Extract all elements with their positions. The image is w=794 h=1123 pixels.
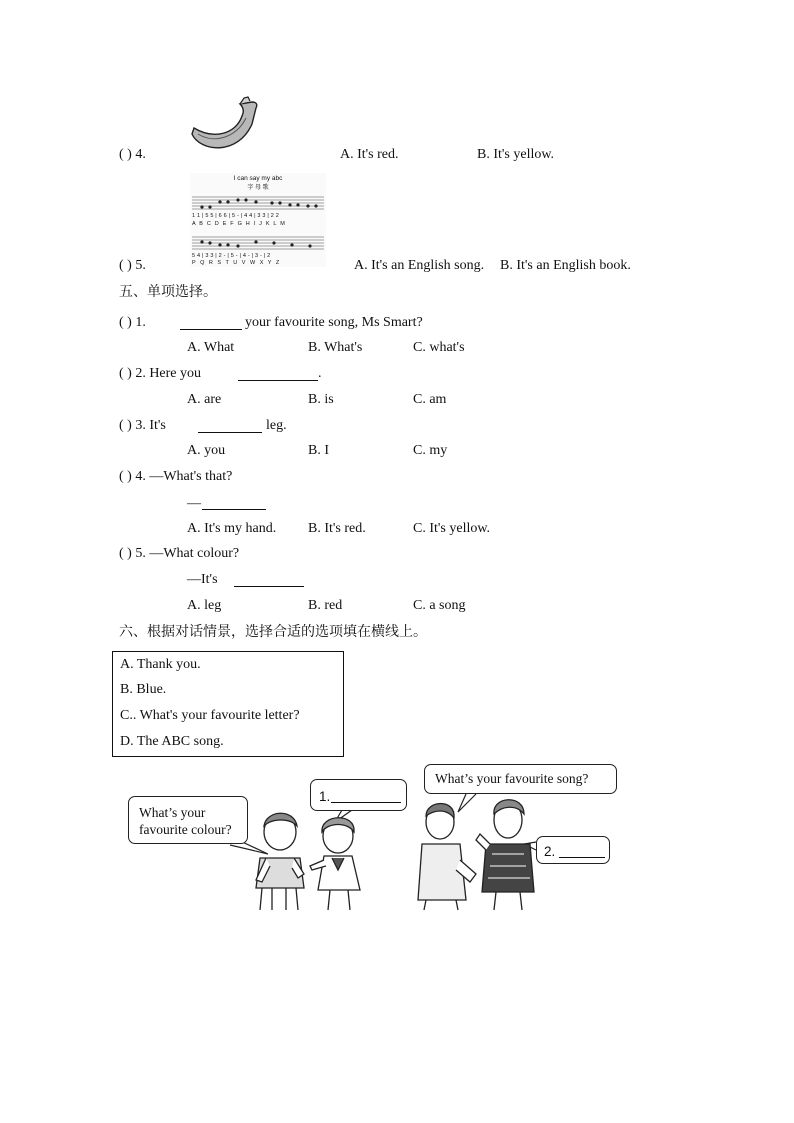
p5-q2-option-c: C. am	[413, 392, 447, 407]
p5-q1-option-b: B. What's	[308, 340, 363, 355]
p5-q4-option-b: B. It's red.	[308, 521, 366, 536]
p5-q5-option-b: B. red	[308, 598, 343, 613]
option-b: B. Blue.	[120, 682, 167, 697]
p5-q4-dash: —	[187, 496, 201, 511]
part5-heading: 五、单项选择。	[119, 284, 217, 300]
bubble-answer-2-label: 2.	[544, 844, 556, 859]
bubble-song-question	[424, 764, 617, 794]
p5-q1-option-c: C. what's	[413, 340, 465, 355]
answer-2-blank[interactable]	[559, 845, 605, 858]
abc-song-score-image	[190, 173, 326, 267]
p5-q3-option-a: A. you	[187, 443, 226, 458]
p5-q2-option-b: B. is	[308, 392, 334, 407]
p5-q5-option-a: A. leg	[187, 598, 222, 613]
p5-q1-option-a: A. What	[187, 340, 235, 355]
p5-q5-stem: ( ) 5. —What colour?	[119, 546, 240, 561]
p5-q3-option-b: B. I	[308, 443, 329, 458]
bubble-colour-line1: What’s your	[139, 805, 206, 820]
part6-heading: 六、根据对话情景，选择合适的选项填在横线上。	[119, 624, 427, 640]
p5-q3-stem-start: ( ) 3. It's	[119, 418, 166, 433]
bubble-answer-1	[310, 779, 407, 811]
q5-option-b: B. It's an English book.	[500, 258, 631, 273]
score-row1-notes: 1 1 | 5 5 | 6 6 | 5 - | 4 4 | 3 3 | 2 2	[192, 213, 280, 219]
score-subtitle: 字 母 歌	[247, 185, 269, 191]
q4-option-b: B. It's yellow.	[477, 147, 555, 162]
p5-q4-option-c: C. It's yellow.	[413, 521, 491, 536]
options-box	[112, 651, 344, 757]
p5-q5-option-c: C. a song	[413, 598, 466, 613]
answer-1-blank[interactable]	[331, 790, 401, 803]
p5-q2-stem-start: ( ) 2. Here you	[119, 366, 202, 381]
p5-q4-option-a: A. It's my hand.	[187, 521, 277, 536]
p5-q5-blank[interactable]	[234, 574, 304, 587]
option-c: C.. What's your favourite letter?	[120, 708, 300, 723]
bubble-answer-2	[536, 836, 610, 864]
p5-q4-stem: ( ) 4. —What's that?	[119, 469, 233, 484]
p5-q2-option-a: A. are	[187, 392, 222, 407]
option-d: D. The ABC song.	[120, 734, 224, 749]
score-row1-letters: A B C D E F G H I J K L M	[192, 221, 286, 227]
score-row2-notes: 5 4 | 3 3 | 2 - | 5 - | 4 - | 3 - | 2	[192, 253, 271, 259]
p5-q1-stem-start: ( ) 1.	[119, 315, 146, 330]
p5-q3-stem-end: leg.	[266, 418, 287, 433]
bubble-song-text: What’s your favourite song?	[435, 771, 589, 786]
score-row2-letters: P Q R S T U V W X Y Z	[192, 260, 281, 266]
bubble-answer-1-label: 1.	[319, 789, 331, 804]
q5-number: ( ) 5.	[119, 258, 146, 273]
bubble-colour-line2: favourite colour?	[139, 822, 232, 837]
p5-q2-stem-end: .	[318, 366, 322, 381]
q4-option-a: A. It's red.	[340, 147, 399, 162]
q4-number: ( ) 4.	[119, 147, 146, 162]
p5-q1-blank[interactable]	[180, 317, 242, 330]
p5-q3-option-c: C. my	[413, 443, 448, 458]
score-title: I can say my abc	[233, 175, 283, 182]
p5-q5-its: —It's	[187, 572, 218, 587]
option-a: A. Thank you.	[120, 657, 201, 672]
q5-option-a: A. It's an English song.	[354, 258, 485, 273]
banana-image	[186, 94, 262, 158]
p5-q4-blank[interactable]	[202, 497, 266, 510]
p5-q2-blank[interactable]	[238, 368, 318, 381]
p5-q3-blank[interactable]	[198, 420, 262, 433]
bubble-colour-question	[128, 796, 248, 844]
p5-q1-stem-end: your favourite song, Ms Smart?	[245, 315, 423, 330]
